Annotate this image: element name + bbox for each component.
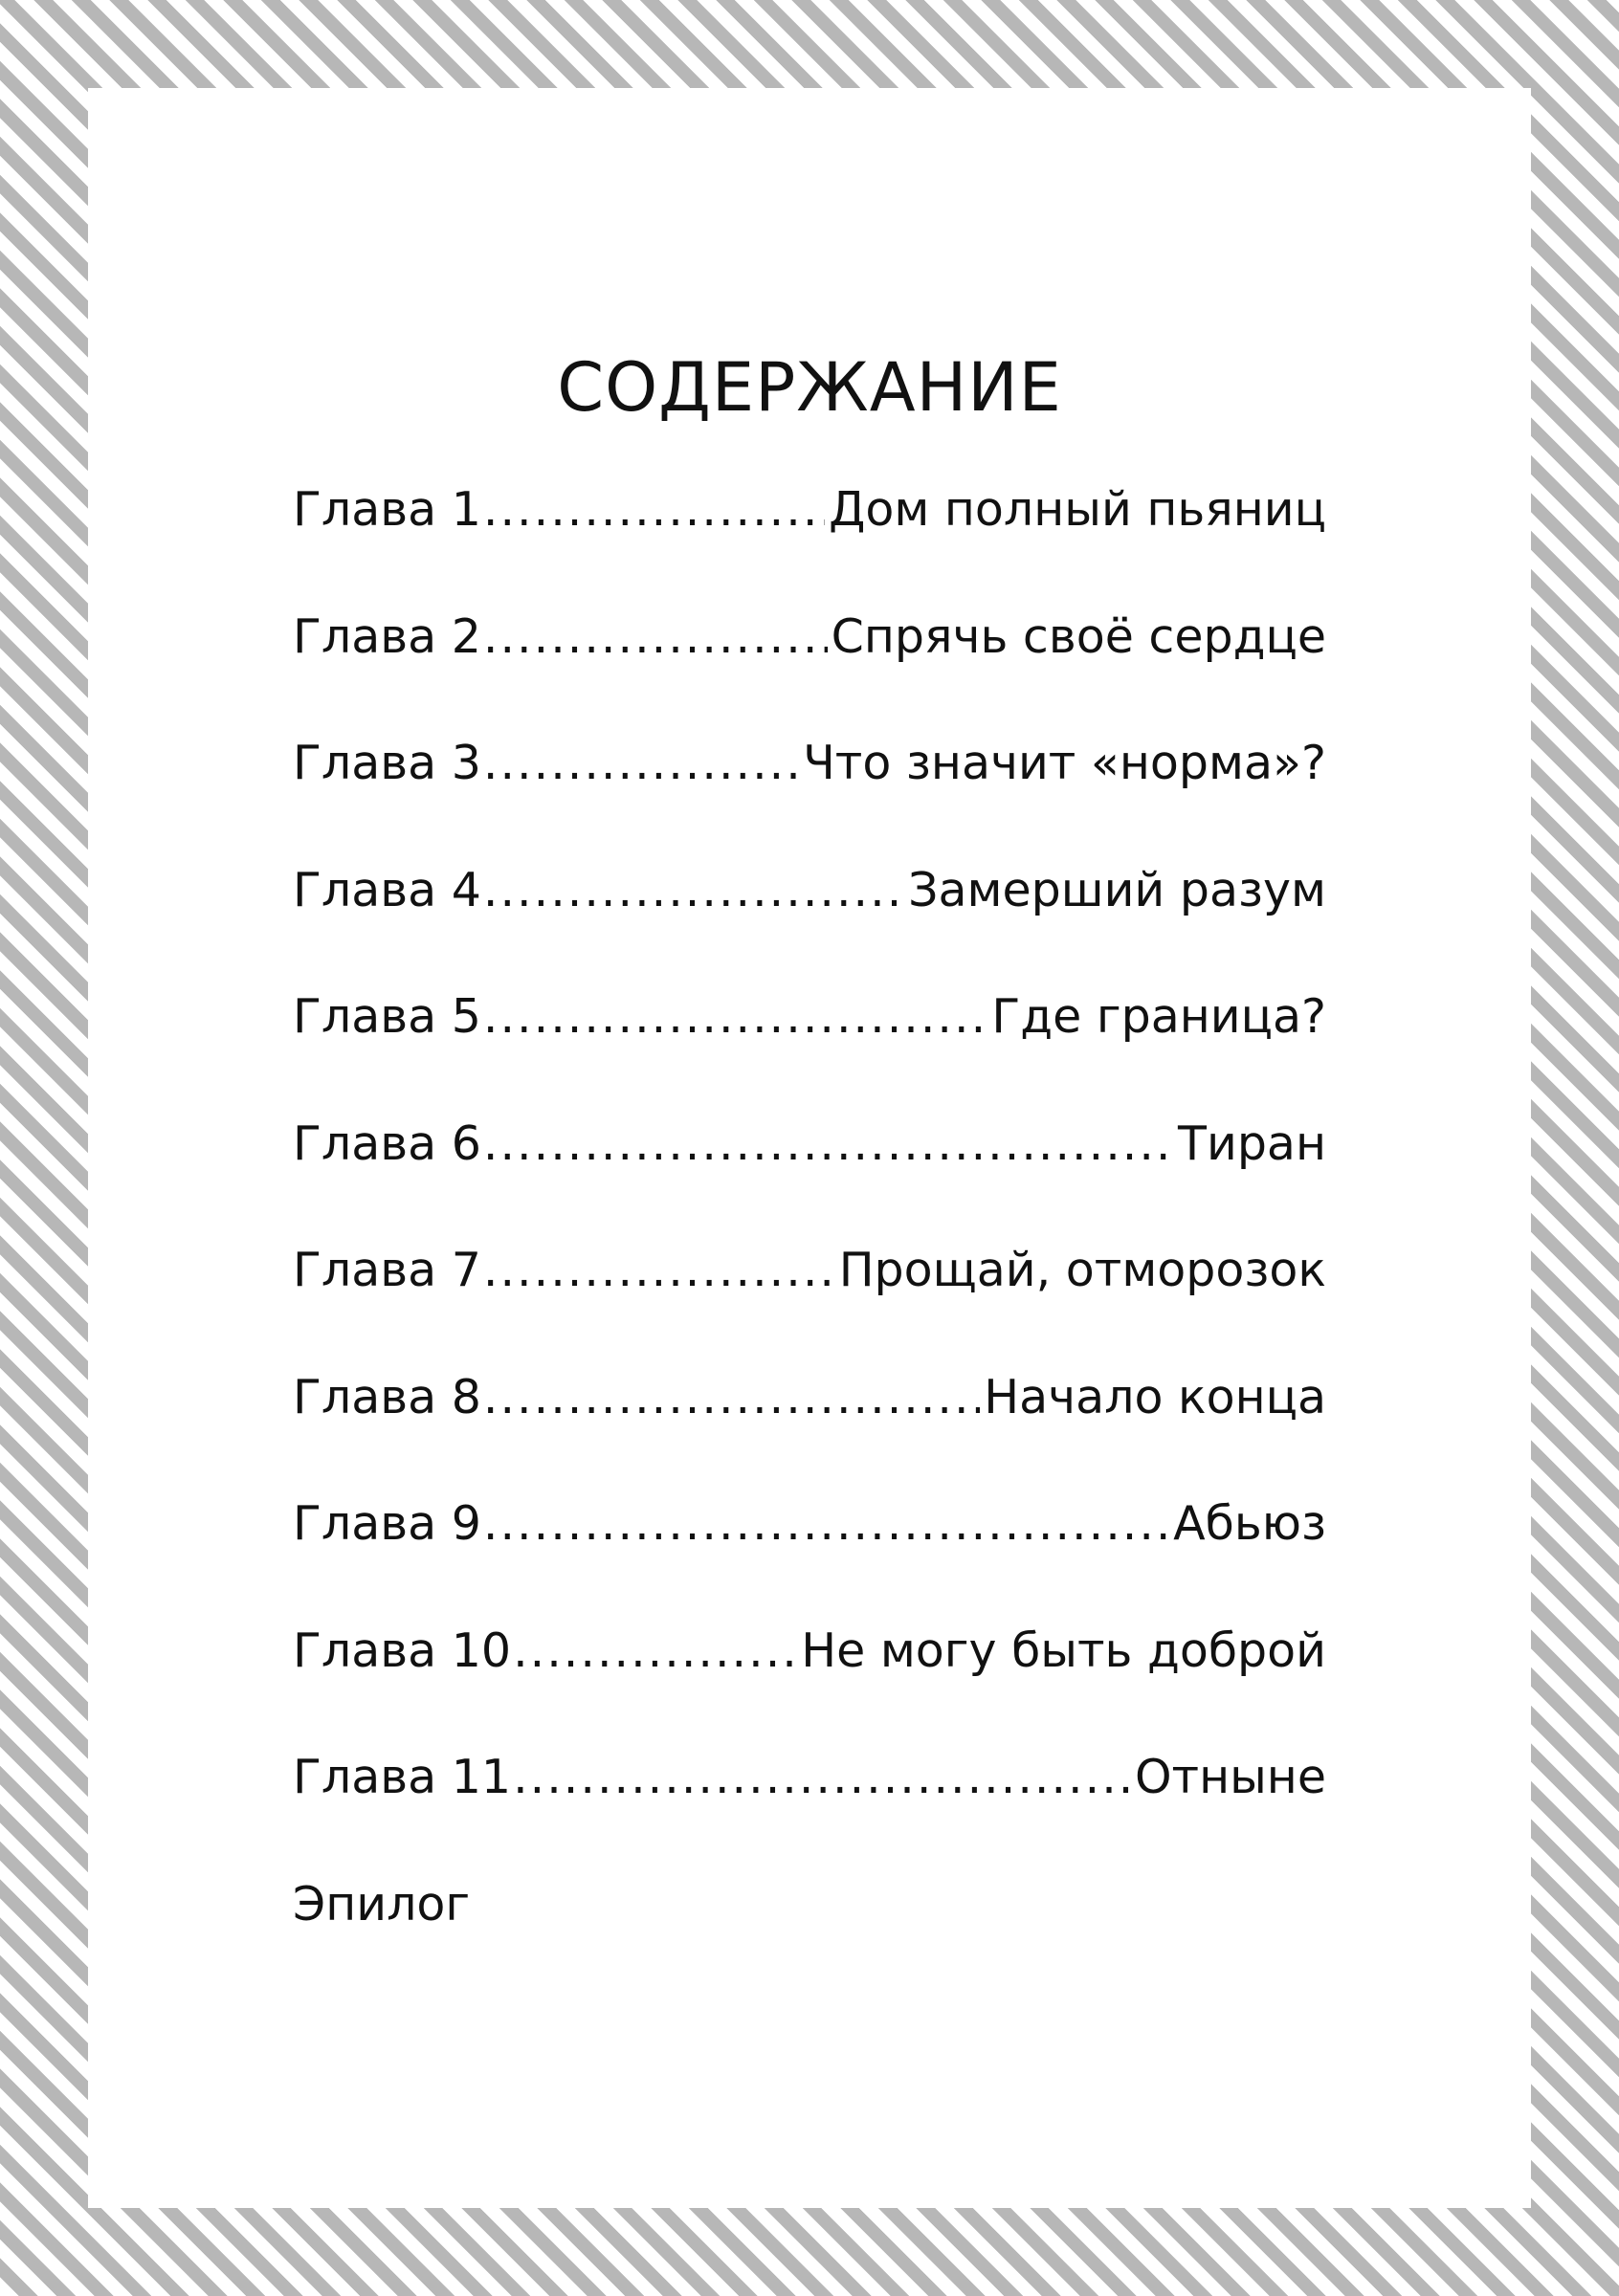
epilogue-label: Эпилог (293, 1876, 471, 1932)
chapter-label: Глава 9 (293, 1496, 481, 1551)
toc-entry-chapter-11[interactable] (293, 1750, 1326, 1881)
chapter-label: Глава 3 (293, 736, 481, 790)
toc-entry-chapter-9[interactable] (293, 1496, 1326, 1627)
toc-entry-chapter-5[interactable] (293, 989, 1326, 1120)
chapter-title: Отныне (1134, 1750, 1326, 1804)
dot-leader (483, 1374, 980, 1421)
chapter-title: Прощай, отморозок (838, 1243, 1326, 1297)
chapter-label: Глава 5 (293, 989, 481, 1044)
toc-entry-chapter-6[interactable] (293, 1115, 1326, 1247)
chapter-title: Спрячь своё сердце (831, 608, 1326, 664)
chapter-label: Глава 7 (293, 1243, 481, 1297)
chapter-label: Глава 6 (293, 1115, 481, 1171)
chapter-title: Что значит «норма»? (803, 736, 1326, 790)
chapter-label: Глава 8 (293, 1369, 481, 1424)
toc-entry-chapter-1[interactable] (293, 482, 1326, 613)
dot-leader (483, 1500, 1169, 1547)
dot-leader (513, 1627, 797, 1674)
dot-leader (483, 1247, 835, 1293)
toc-entry-chapter-8[interactable] (293, 1369, 1326, 1501)
chapter-title: Замерший разум (908, 862, 1326, 917)
toc-entry-chapter-2[interactable] (293, 608, 1326, 740)
dot-leader (483, 613, 828, 660)
chapter-title: Не могу быть доброй (801, 1623, 1326, 1678)
toc-entry-chapter-3[interactable] (293, 736, 1326, 867)
chapter-title: Абьюз (1173, 1496, 1326, 1551)
dot-leader (483, 867, 904, 914)
toc-heading: СОДЕРЖАНИЕ (557, 348, 1062, 427)
dot-leader (483, 1120, 1174, 1167)
chapter-title: Начало конца (984, 1369, 1326, 1424)
toc-entry-chapter-7[interactable] (293, 1243, 1326, 1374)
table-of-contents (293, 482, 1326, 2007)
chapter-label: Глава 2 (293, 608, 481, 664)
toc-entry-epilogue[interactable] (293, 1876, 1326, 2008)
dot-leader (513, 1754, 1131, 1800)
chapter-label: Глава 4 (293, 862, 481, 917)
toc-entry-chapter-10[interactable] (293, 1623, 1326, 1755)
chapter-title: Дом полный пьяниц (829, 482, 1326, 537)
chapter-title: Где граница? (991, 989, 1326, 1044)
dot-leader (483, 993, 987, 1040)
chapter-title: Тиран (1178, 1115, 1326, 1171)
dot-leader (483, 740, 799, 786)
chapter-label: Глава 1 (293, 482, 481, 537)
chapter-label: Глава 10 (293, 1623, 512, 1678)
toc-entry-chapter-4[interactable] (293, 862, 1326, 994)
dot-leader (483, 486, 825, 533)
chapter-label: Глава 11 (293, 1750, 512, 1804)
